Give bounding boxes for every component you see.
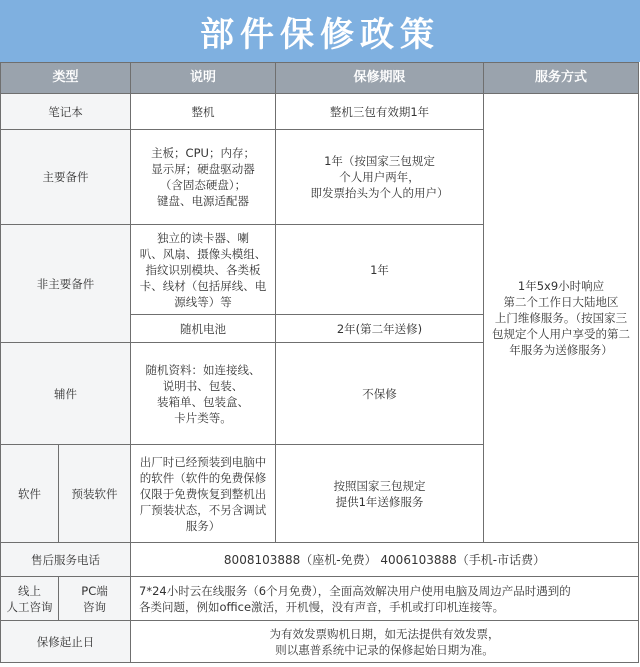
period-non-main-parts: 1年 [276, 225, 484, 315]
start-label: 保修起止日 [1, 621, 131, 663]
start-text [131, 621, 639, 663]
start-text-line: 为有效发票购机日期，如无法提供有效发票， [269, 626, 500, 641]
period-accessories: 不保修 [276, 343, 484, 445]
hotline-value: 8008103888（座机-免费） 4006103888（手机-市话费） [131, 543, 639, 577]
type-notebook: 笔记本 [1, 94, 131, 130]
desc-accessories [131, 343, 276, 445]
type-software: 软件 [1, 445, 59, 543]
table-row-notebook [1, 94, 639, 130]
online-label-line: 线上 [18, 583, 41, 598]
subtype-preinstalled: 预装软件 [59, 445, 131, 543]
desc-line: 源线等）等 [174, 294, 232, 309]
header-row [1, 63, 639, 94]
desc-line: 主板；CPU；内存； [151, 146, 255, 160]
desc-main-parts [131, 130, 276, 225]
desc-line: 随机资料：如连接线、 [145, 362, 261, 377]
period-software [276, 445, 484, 543]
desc-line: 的软件（软件的免费保修 [139, 470, 267, 485]
period-line: 1年（按国家三包规定 [324, 154, 435, 168]
period-line: 即发票抬头为个人的用户） [310, 186, 449, 200]
desc-line: 独立的读卡器、喇 [157, 230, 250, 245]
online-text [131, 577, 639, 621]
period-main-parts [276, 130, 484, 225]
online-sub-line: 咨询 [83, 599, 106, 614]
desc-line: 仅限于免费恢复到整机出 [139, 486, 267, 501]
desc-notebook: 整机 [131, 94, 276, 130]
desc-line: 键盘、电源适配器 [157, 194, 250, 208]
desc-line: 服务） [185, 518, 221, 533]
online-pc-label [59, 577, 131, 621]
period-line: 提供1年送修服务 [335, 494, 424, 509]
table-row-start [1, 621, 639, 663]
header-service: 服务方式 [484, 63, 639, 94]
desc-non-main-parts [131, 225, 276, 315]
warranty-table [0, 62, 639, 663]
desc-line: 出厂时已经预装到电脑中 [139, 454, 267, 469]
period-battery: 2年(第二年送修) [276, 315, 484, 343]
service-line: 包规定个人用户享受的第二 [492, 327, 631, 341]
header-period: 保修期限 [276, 63, 484, 94]
desc-line: （含固态硬盘）； [159, 178, 247, 192]
start-text-line: 则以惠普系统中记录的保修起始日期为准。 [275, 642, 494, 657]
type-main-parts: 主要备件 [1, 130, 131, 225]
type-accessories: 辅件 [1, 343, 131, 445]
service-line: 第二个工作日大陆地区 [503, 295, 619, 309]
desc-software [131, 445, 276, 543]
desc-line: 叭、风扇、摄像头模组、 [139, 246, 267, 261]
service-line: 年服务为送修服务） [509, 343, 613, 357]
online-text-line: 7*24小时云在线服务（6个月免费），全面高效解决用户使用电脑及周边产品时遇到的 [139, 583, 571, 598]
hotline-label: 售后服务电话 [1, 543, 131, 577]
desc-line: 装箱单、包装盒、 [157, 394, 250, 409]
service-line: 上门维修服务。（按国家三 [494, 311, 628, 325]
online-label [1, 577, 59, 621]
header-type: 类型 [1, 63, 131, 94]
desc-line: 卡片类等。 [174, 410, 232, 425]
desc-line: 说明书、包装、 [162, 378, 244, 393]
period-line: 按照国家三包规定 [333, 478, 426, 493]
period-line: 个人用户两年， [339, 170, 420, 184]
type-non-main-parts: 非主要备件 [1, 225, 131, 343]
header-desc: 说明 [131, 63, 276, 94]
desc-line: 卡、线材（包括屏线、电 [139, 278, 267, 293]
desc-battery: 随机电池 [131, 315, 276, 343]
online-label-line: 人工咨询 [6, 599, 53, 614]
page-title: 部件保修政策 [0, 0, 640, 62]
service-line: 1年5x9小时响应 [517, 279, 605, 293]
table-row-hotline [1, 543, 639, 577]
desc-line: 指纹识别模块、各类板 [145, 262, 261, 277]
period-notebook: 整机三包有效期1年 [276, 94, 484, 130]
service-method [484, 94, 639, 543]
desc-line: 显示屏；硬盘驱动器 [151, 162, 255, 176]
online-sub-line: PC端 [81, 583, 108, 598]
table-row-online [1, 577, 639, 621]
desc-line: 厂预装状态，不另含调试 [139, 502, 267, 517]
online-text-line: 各类问题，例如office激活，开机慢，没有声音，手机或打印机连接等。 [139, 599, 505, 614]
